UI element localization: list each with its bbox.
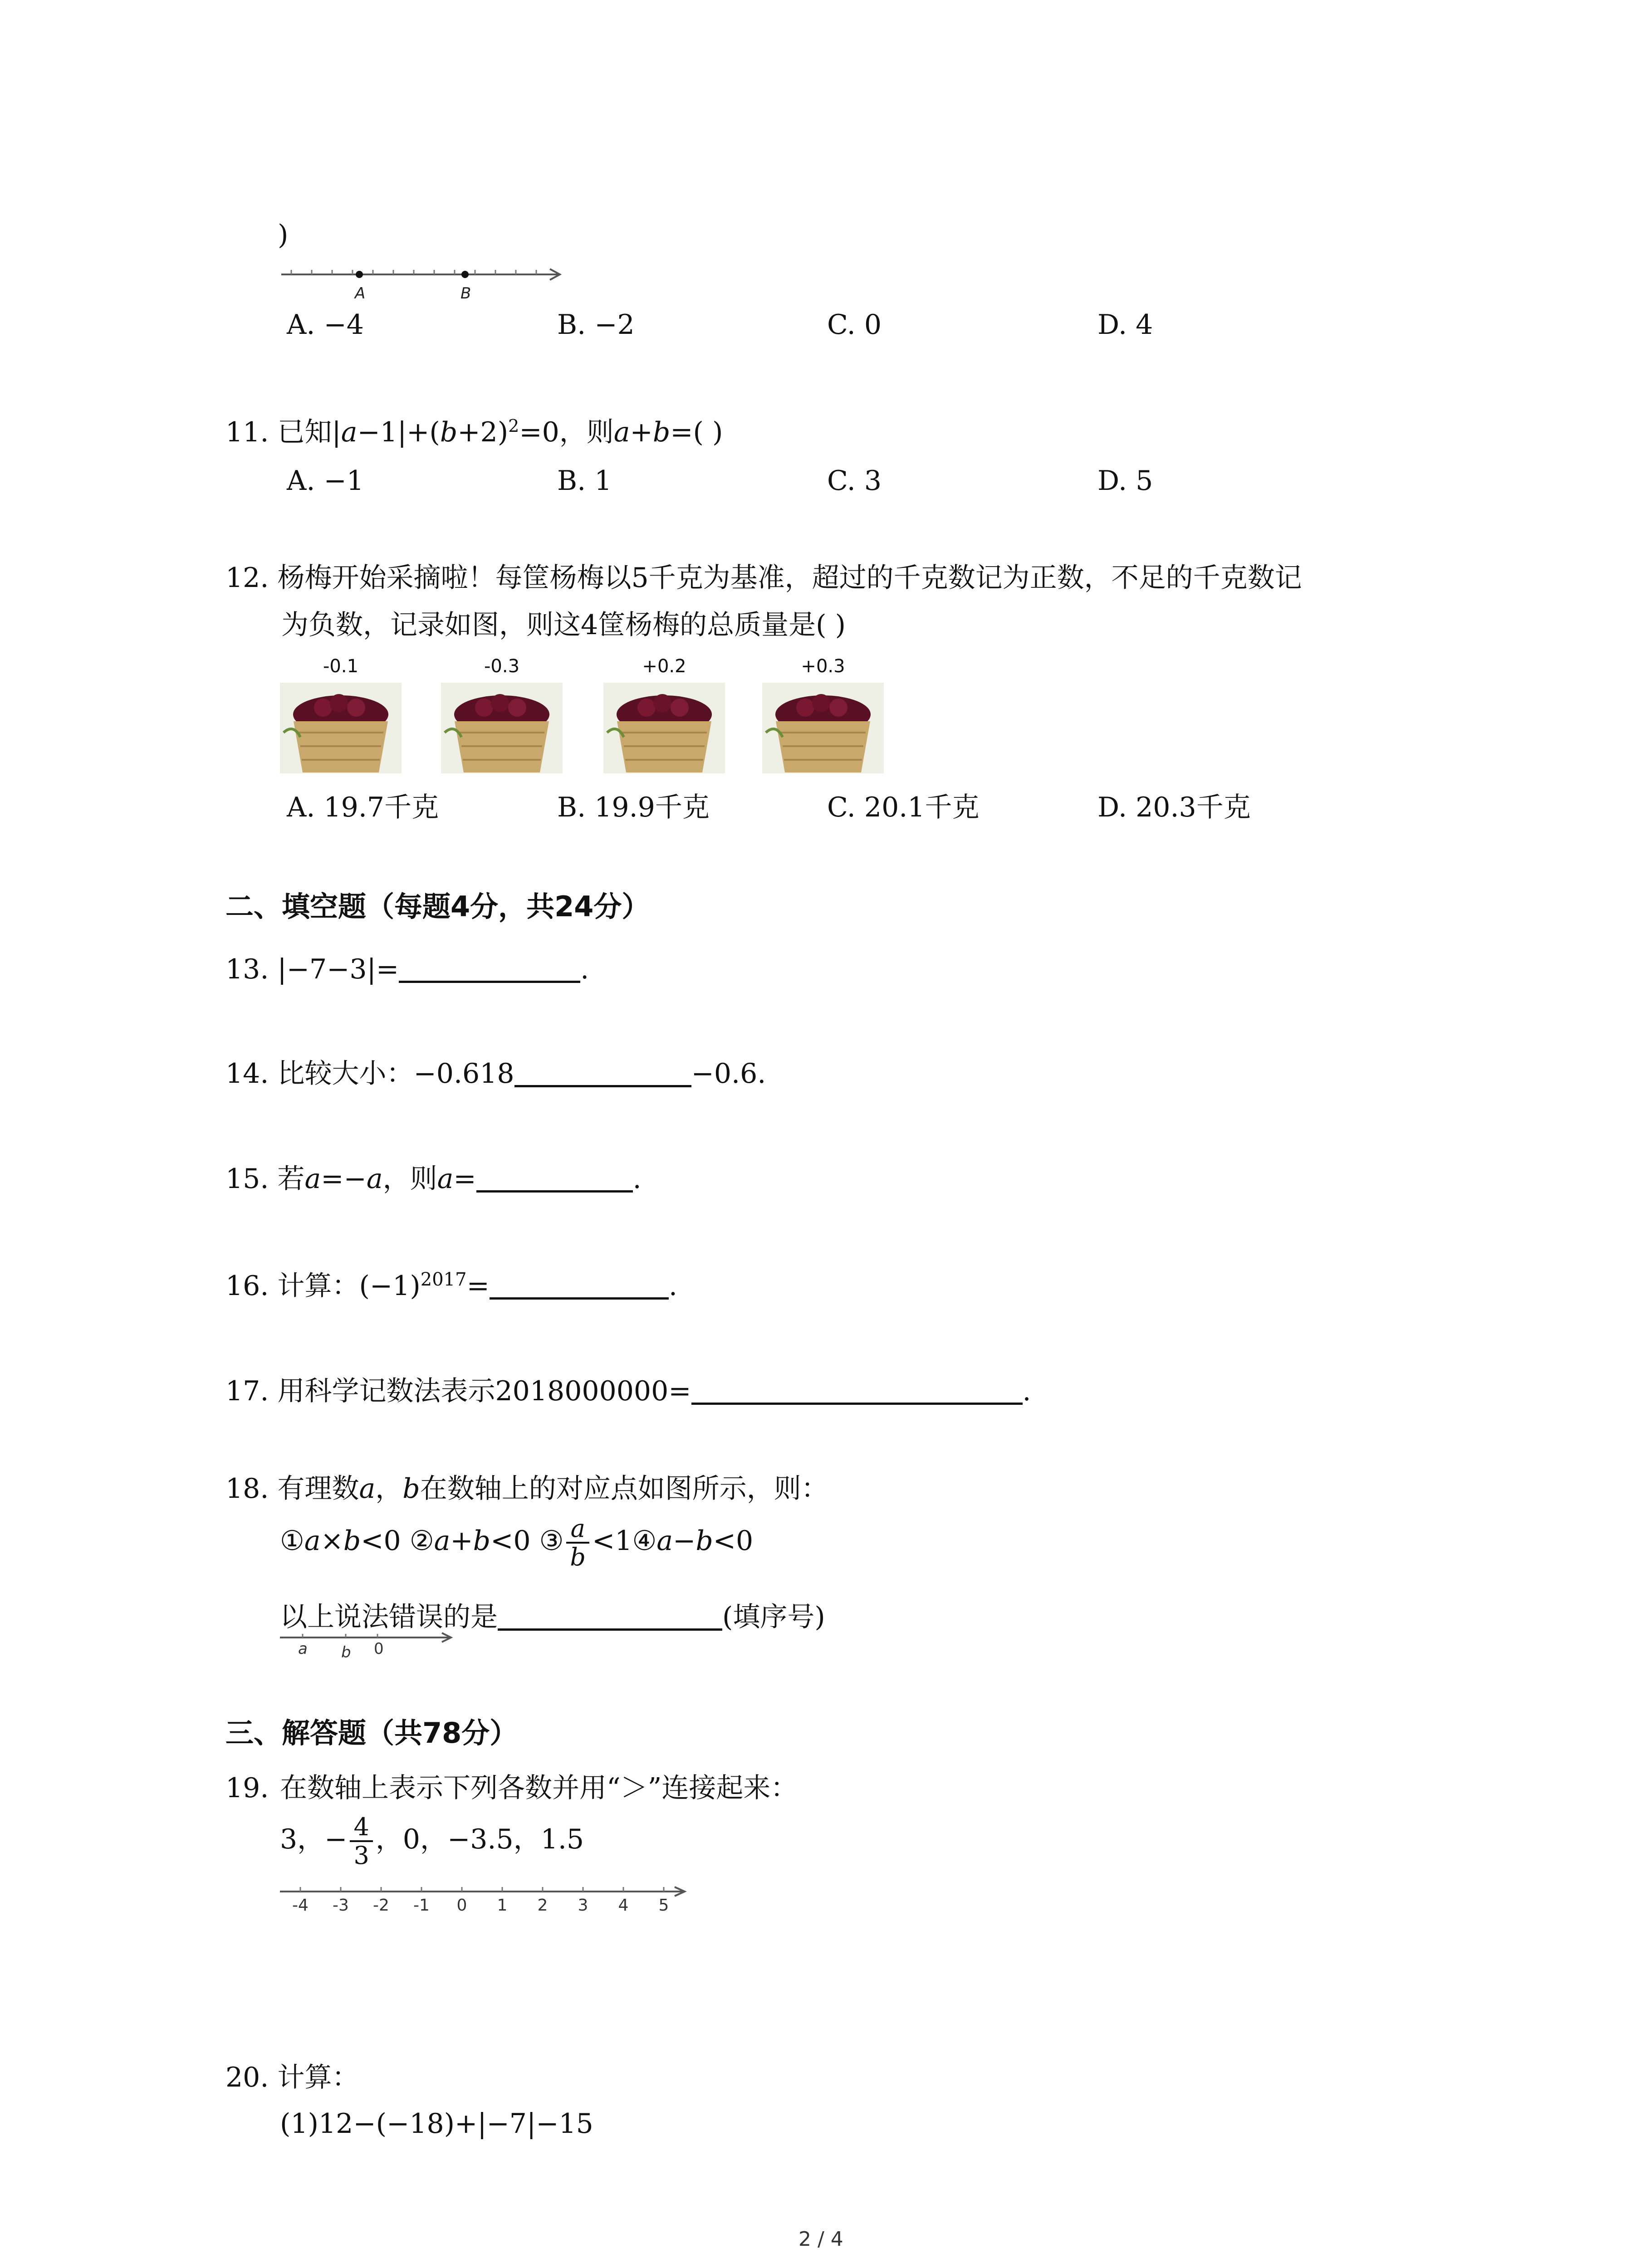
bayberry-basket-image [280,683,402,773]
q14-question: 14. 比较大小：−0.618 −0.6. [225,1058,766,1090]
bayberry-basket-image [762,683,884,773]
page-number: 2 / 4 [798,2228,843,2251]
q14-answer-blank [514,1057,691,1087]
q13-question: 13. |−7−3|= . [225,953,589,985]
q10-option-d: D. 4 [1097,309,1153,341]
bayberry-basket-image [441,683,563,773]
number-line-tick-label: 2 [537,1896,548,1915]
point-b-marker [461,271,469,278]
q15-answer-blank [476,1162,633,1193]
number-line-tick-label: 5 [658,1896,669,1915]
q13-answer-blank [399,953,580,983]
q11-option-a: A. −1 [287,465,364,497]
q18-question: 18. 有理数a，b在数轴上的对应点如图所示，则： [225,1473,828,1505]
q18-label-zero: 0 [374,1640,384,1658]
q11-option-d: D. 5 [1097,465,1153,497]
point-a-marker [356,271,363,278]
q11-question: 11. 已知$|a-1|+(b+2)^2=0$，则a+b=( ) [225,416,723,448]
number-line-tick-label: -3 [333,1896,349,1915]
q18-number-line [278,1628,459,1665]
number-line-tick-label: 0 [456,1896,467,1915]
q10-paren: ) [278,219,289,251]
q10-option-c: C. 0 [827,309,882,341]
basket-label: -0.1 [323,656,359,677]
q12-question-line2: 为负数，记录如图，则这4筐杨梅的总质量是( ) [281,609,846,641]
q18-answer-line: 以上说法错误的是 (填序号) [280,1601,825,1633]
q17-question: 17. 用科学记数法表示2018000000= . [225,1375,1031,1407]
q18-statements: ①a×b<0 ②a+b<0 ③ $\frac{a}{b}$ <1④a−b<0 [280,1514,754,1572]
q12-option-b: B. 19.9千克 [557,792,710,823]
number-line-tick-label: 4 [618,1896,629,1915]
q16-answer-blank [490,1269,669,1300]
q19-question-text: 在数轴上表示下列各数并用“＞”连接起来： [280,1772,798,1804]
number-line-tick-label: 3 [578,1896,588,1915]
number-line-tick-label: -1 [413,1896,430,1915]
section-fill-in-title: 二、填空题（每题4分，共24分） [225,890,650,923]
q18-answer-blank [498,1600,722,1631]
q11-option-b: B. 1 [557,465,612,497]
number-line-tick-label: -4 [292,1896,309,1915]
q11-number: 11. [225,416,269,448]
q19-question: 19. [225,1772,269,1804]
q17-answer-blank [691,1374,1023,1405]
q19-number-list: 3，− $\frac{4}{3}$ ，0，−3.5，1.5 [280,1813,584,1870]
q12-option-c: C. 20.1千克 [827,792,980,823]
point-a-label: A [355,284,366,303]
bayberry-basket-image [603,683,725,773]
q12-option-a: A. 19.7千克 [287,792,439,823]
q10-option-a: A. −4 [287,309,364,341]
q15-question: 15. 若a=−a，则a= . [225,1163,642,1195]
number-line-tick-label: 1 [497,1896,508,1915]
section-solve-title: 三、解答题（共78分） [225,1716,518,1750]
q12-number: 12. [225,562,269,594]
basket-label: +0.2 [642,656,686,677]
basket-label: +0.3 [801,656,845,677]
q20-subquestion-1: (1)12−(−18)+|−7|−15 [280,2108,593,2140]
q12-option-d: D. 20.3千克 [1097,792,1251,823]
q18-label-b: b [341,1643,351,1662]
q19-number-line [278,1882,695,1923]
q20-question: 20. 计算： [225,2062,359,2093]
point-b-label: B [460,284,471,303]
q11-option-c: C. 3 [827,465,882,497]
number-line-tick-label: -2 [373,1896,389,1915]
q10-number-line [278,254,568,306]
q12-question-line1: 12. 杨梅开始采摘啦！每筐杨梅以5千克为基准，超过的千克数记为正数，不足的千克数记 [225,562,1302,594]
q18-label-a: a [298,1640,308,1658]
q16-question: 16. 计算：$(-1)^{2017}=$ . [225,1269,677,1302]
basket-label: -0.3 [484,656,520,677]
q10-option-b: B. −2 [557,309,635,341]
